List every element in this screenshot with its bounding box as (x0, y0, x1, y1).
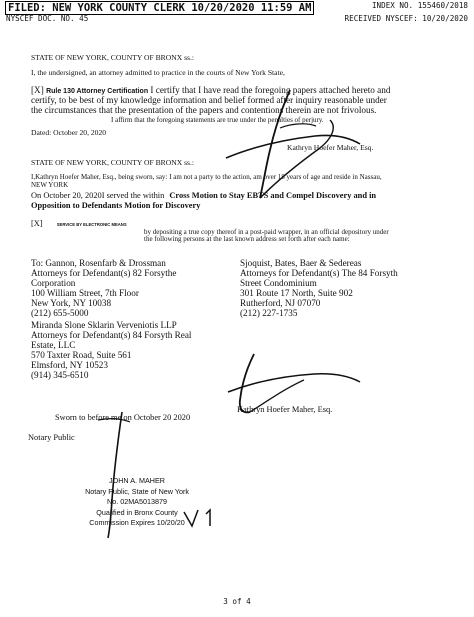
perjury-affirmation: I affirm that the foregoing statements are true under the penalties of perjury. (111, 116, 324, 124)
recipient-line: 570 Taxter Road, Suite 561 (31, 350, 132, 361)
dated-line: Dated: October 20, 2020 (31, 128, 107, 137)
served-line (31, 191, 376, 200)
recipient-gannon (31, 258, 176, 319)
sworn-statement-1: I,Kathryn Hoefer Maher, Esq., being sworn, say: I am not a party to the action, am over 18 years of age and reside in Nassau, (31, 173, 382, 181)
rule-130-text: I certify that I have read the foregoing papers attached hereto and (150, 85, 391, 95)
index-number: INDEX NO. 155460/2018 (371, 1, 468, 10)
recipient-line: Elmsford, NY 10523 (31, 360, 108, 371)
nyscef-doc-number: NYSCEF DOC. NO. 45 (6, 14, 89, 23)
certifying-attorney-name: Kathryn Hoefer Maher, Esq. (287, 143, 374, 152)
rule-130-title: Rule 130 Attorney Certification (46, 88, 149, 95)
sworn-statement-2: NEW YORK (31, 181, 69, 189)
service-checkbox: [X] (31, 219, 43, 228)
recipient-line: Estate, LLC (31, 340, 76, 351)
recipient-line: Miranda Slone Sklarin Verveniotis LLP (31, 320, 177, 330)
notary-public-label: Notary Public (28, 433, 75, 442)
received-date: RECEIVED NYSCEF: 10/20/2020 (344, 14, 468, 23)
recipient-sjoquist (240, 258, 398, 319)
recipient-line: Rutherford, NJ 07070 (240, 298, 321, 309)
recipient-line: To: Gannon, Rosenfarb & Drossman (31, 258, 166, 268)
recipient-line: Street Condominium (240, 278, 317, 289)
affiant-name: Kathryn Hoefer Maher, Esq. (237, 405, 333, 414)
filed-header: FILED: NEW YORK COUNTY CLERK 10/20/2020 11:59 AM (5, 1, 314, 15)
rule-130-line-3: the circumstances that the presentation of the papers and contentions therein are not frivolous. (31, 105, 377, 115)
notary-stamp (76, 476, 198, 529)
stamp-line: Qualified in Bronx County (96, 507, 178, 517)
stamp-line: No. 02MA5013879 (107, 497, 167, 506)
page-number: 3 of 4 (223, 597, 251, 606)
deposit-line-1: by depositing a true copy thereof in a post-paid wrapper, in an official depository under (144, 228, 389, 236)
checkbox-mark: [X] (31, 85, 44, 95)
recipient-line: Sjoquist, Bates, Baer & Sedereas (240, 258, 362, 268)
recipient-miranda (31, 320, 192, 381)
recipient-line: (212) 655-5000 (31, 308, 89, 319)
recipient-line: (914) 345-6510 (31, 370, 89, 381)
recipient-line: Attorneys for Defendant(s) 84 Forsyth Real (31, 330, 192, 341)
recipient-line: Corporation (31, 278, 76, 289)
motion-title-2: Opposition to Defendants Motion for Discovery (31, 201, 201, 210)
recipient-line: New York, NY 10038 (31, 298, 112, 309)
recipient-line: 301 Route 17 North, Suite 902 (240, 288, 353, 299)
service-by-electronic-means: SERVICE BY ELECTRONIC MEANS (56, 222, 127, 227)
stamp-line: JOHN A. MAHER (109, 476, 165, 485)
motion-title-1: Cross Motion to Stay EBTS and Compel Discovery and in (169, 191, 377, 200)
served-prefix: On October 20, 2020I served the within (31, 191, 165, 200)
recipient-line: 100 William Street, 7th Floor (31, 288, 139, 299)
venue-line: STATE OF NEW YORK, COUNTY OF BRONX ss.: (31, 53, 195, 62)
recipient-line: (212) 227-1735 (240, 308, 298, 319)
affidavit-venue: STATE OF NEW YORK, COUNTY OF BRONX ss.: (31, 158, 195, 167)
rule-130-line-2: certify, to be best of my knowledge information and belief formed after inquiry reasonable under (31, 95, 387, 105)
attorney-intro: I, the undersigned, an attorney admitted to practice in the courts of New York State, (31, 68, 285, 77)
recipient-line: Attorneys for Defendant(s) 82 Forsythe (31, 268, 177, 279)
stamp-line: Notary Public, State of New York (85, 486, 189, 496)
deposit-line-2: the following persons at the last known address set forth after each name: (144, 235, 350, 243)
service-method (31, 219, 127, 229)
recipient-line: Attorneys for Defendant(s) The 84 Forsyth (240, 268, 398, 279)
stamp-line: Commission Expires 10/20/20 (89, 518, 185, 527)
sworn-before-line: Sworn to before me on October 20 2020 (55, 413, 191, 422)
